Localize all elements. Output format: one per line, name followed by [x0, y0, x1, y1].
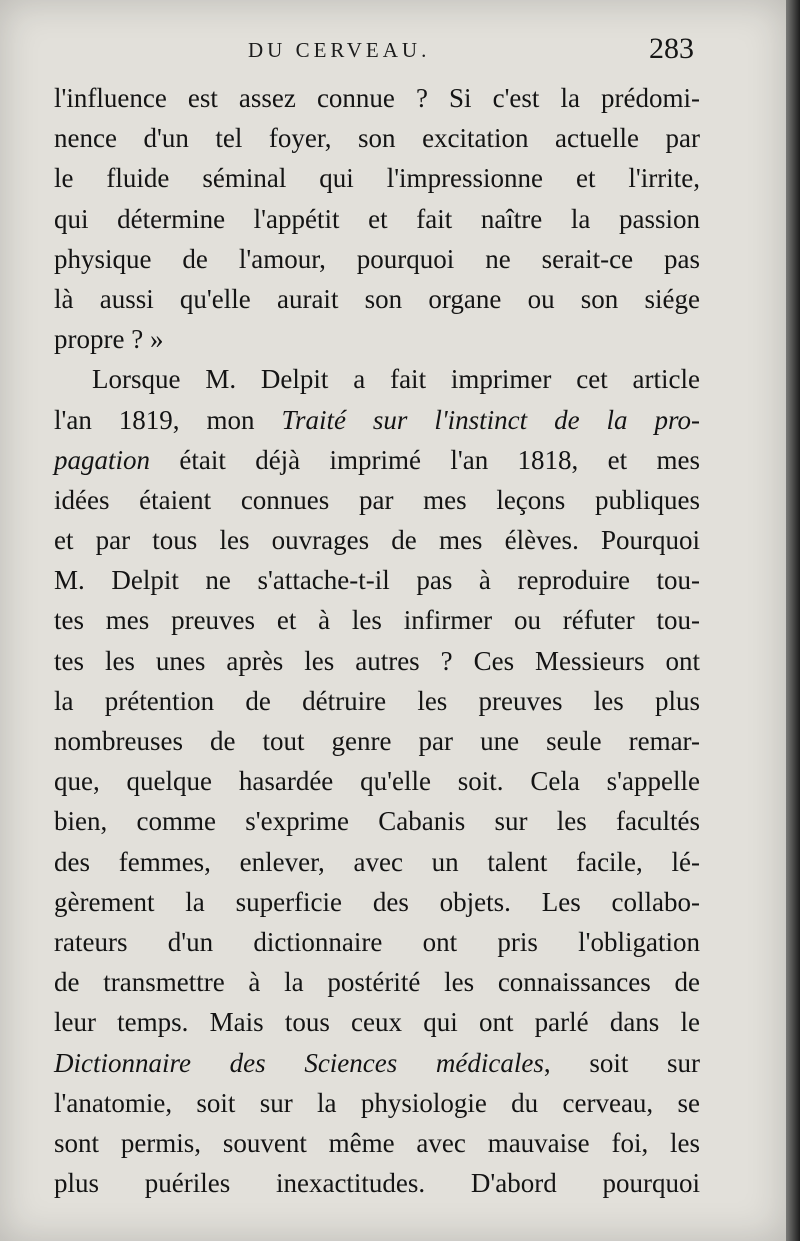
- page-number: 283: [649, 32, 694, 65]
- text-line: sont permis, souvent même avec mauvaise foi, les: [54, 1127, 700, 1158]
- text-line: là aussi qu'elle aurait son organe ou son siége: [54, 283, 700, 314]
- text-line: gèrement la superficie des objets. Les collabo-: [54, 886, 700, 917]
- text-line: nence d'un tel foyer, son excitation actuelle par: [54, 123, 700, 154]
- text-line: la prétention de détruire les preuves les plus: [54, 685, 700, 716]
- text-line: nombreuses de tout genre par une seule remar-: [54, 726, 700, 756]
- book-title-italic: Traité sur l'instinct de la pro-: [281, 404, 700, 435]
- page-edge-shadow: [786, 0, 800, 1241]
- text-line: l'influence est assez connue ? Si c'est la prédomi-: [54, 83, 700, 113]
- text-segment: était déjà imprimé l'an 1818, et mes: [150, 444, 700, 475]
- text-line: M. Delpit ne s'attache-t-il pas à reproduire tou-: [54, 565, 700, 596]
- text-line-mixed: [54, 1043, 700, 1083]
- text-line: que, quelque hasardée qu'elle soit. Cela s'appelle: [54, 766, 700, 797]
- text-line: idées étaient connues par mes leçons publiques: [54, 484, 700, 515]
- text-line: bien, comme s'exprime Cabanis sur les facultés: [54, 806, 700, 837]
- text-line-mixed: [54, 400, 700, 440]
- text-line: plus puériles inexactitudes. D'abord pourquoi: [54, 1168, 700, 1199]
- text-line: propre ? »: [54, 324, 164, 355]
- text-segment: , soit sur: [543, 1047, 700, 1078]
- text-segment: l'an 1819, mon: [54, 404, 282, 435]
- running-head: DU CERVEAU.: [248, 38, 431, 62]
- text-line: tes les unes après les autres ? Ces Messieurs ont: [54, 645, 700, 676]
- text-line: de transmettre à la postérité les connaissances de: [54, 967, 700, 998]
- text-line: l'anatomie, soit sur la physiologie du cerveau, se: [54, 1087, 700, 1118]
- body-text: [54, 78, 700, 1203]
- page-header: [58, 30, 696, 70]
- text-line: qui détermine l'appétit et fait naître la passion: [54, 203, 700, 234]
- text-line: des femmes, enlever, avec un talent facile, lé-: [54, 846, 700, 877]
- text-line: le fluide séminal qui l'impressionne et l'irrite,: [54, 163, 700, 194]
- text-line: leur temps. Mais tous ceux qui ont parlé dans le: [54, 1007, 700, 1038]
- text-line: tes mes preuves et à les infirmer ou réfuter tou-: [54, 605, 700, 636]
- book-title-italic: pagation: [54, 444, 151, 475]
- text-line: rateurs d'un dictionnaire ont pris l'obligation: [54, 926, 700, 957]
- text-line: et par tous les ouvrages de mes élèves. Pourquoi: [54, 525, 700, 556]
- book-title-italic: Dictionnaire des Sciences médicales: [54, 1047, 544, 1078]
- text-line-mixed: [54, 440, 700, 480]
- text-line: physique de l'amour, pourquoi ne serait-ce pas: [54, 243, 700, 274]
- text-line: Lorsque M. Delpit a fait imprimer cet article: [92, 364, 700, 395]
